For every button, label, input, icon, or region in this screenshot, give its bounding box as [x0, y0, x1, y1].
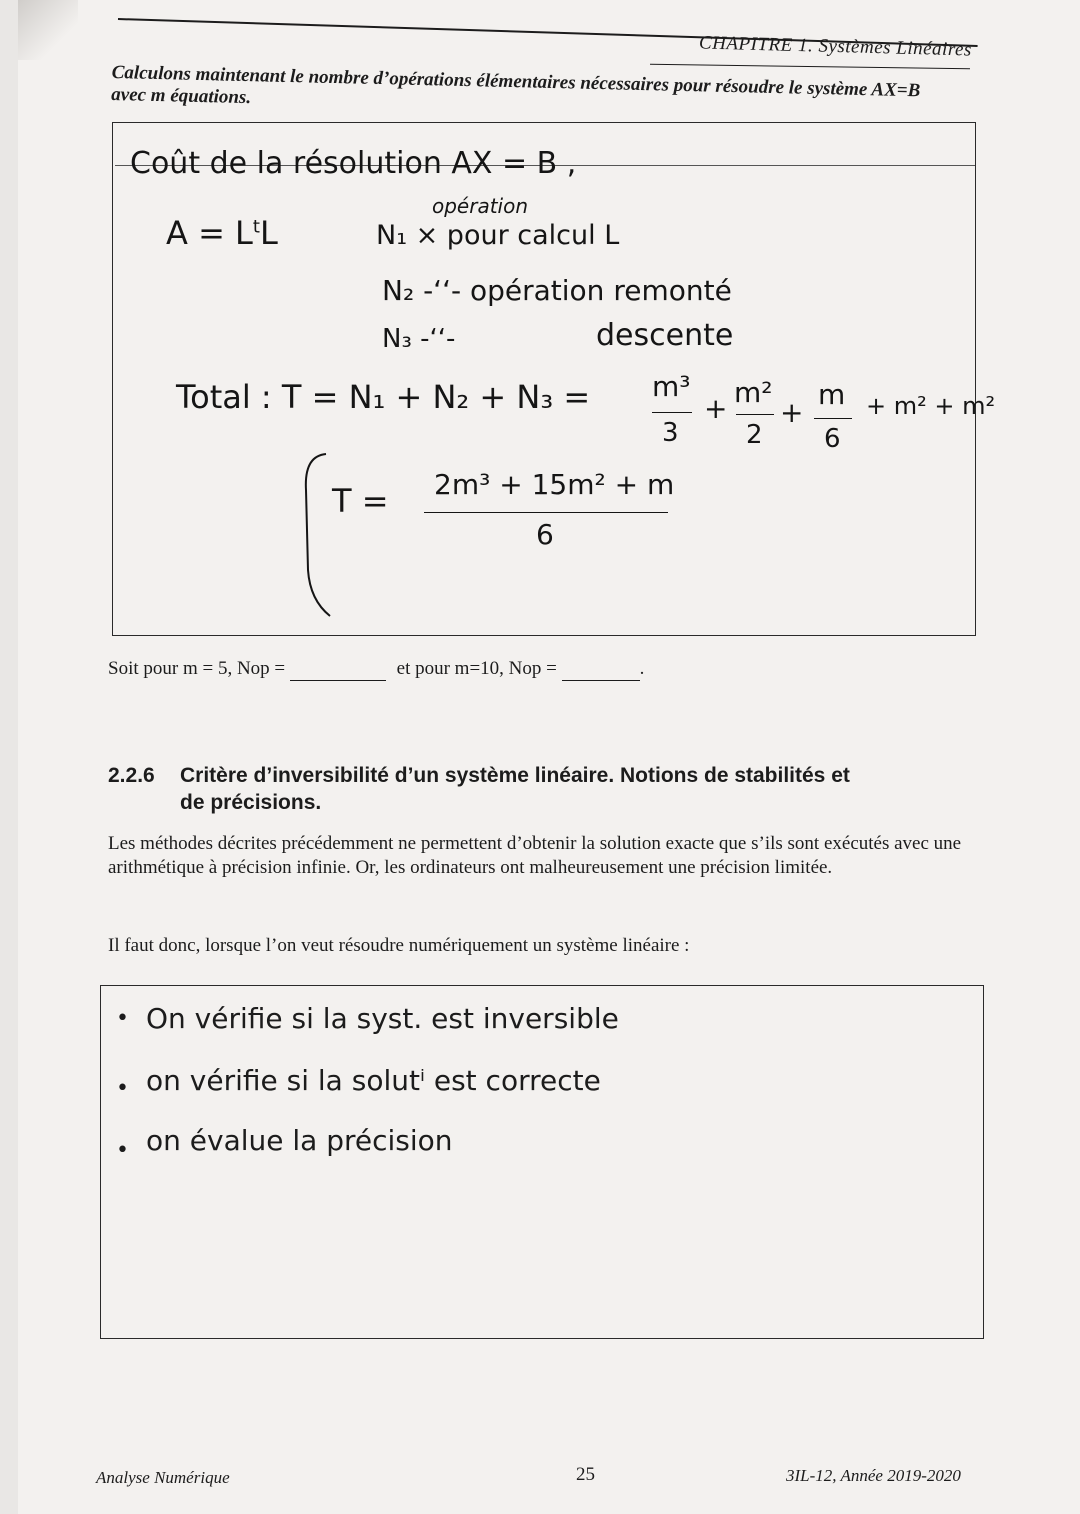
handwritten-bullet-3: on évalue la précision: [146, 1124, 453, 1157]
handwritten-l: L: [259, 214, 278, 252]
nop-prefix: Soit pour m = 5, Nop =: [108, 658, 286, 679]
handwritten-n2-line: N₂ -‘‘- opération remonté: [382, 274, 732, 307]
handwritten-line-cost: Coût de la résolution AX = B ,: [130, 146, 577, 181]
paragraph-instruction: Il faut donc, lorsque l’on veut résoudre numériquement un système linéaire :: [108, 935, 690, 956]
bullet-dot-2: •: [116, 1076, 129, 1101]
final-formula-bar: [424, 512, 668, 513]
paragraph-precision: Les méthodes décrites précédemment ne permettent d’obtenir la solution exacte que s’ils sont exécutés avec une arithmétique à précision infinie. Or, les ordinateurs ont malheureusement une précision limitée.: [108, 833, 962, 878]
plus-sign-1: +: [704, 392, 728, 425]
nop-m10-blank[interactable]: [562, 658, 640, 681]
answer-box-2: [100, 985, 984, 1339]
intro-text: Calculons maintenant le nombre d’opérations élémentaires nécessaires pour résoudre le système AX=B avec m équations.: [111, 62, 921, 109]
nop-middle: et pour m=10, Nop =: [396, 658, 557, 679]
handwritten-operation-note: opération: [432, 194, 529, 218]
handwritten-a-equals: [166, 214, 278, 252]
fraction-m2-num: m²: [734, 376, 773, 409]
fraction-m3-den: 3: [662, 418, 679, 448]
footer-course: Analyse Numérique: [96, 1468, 230, 1487]
handwritten-n1-line: N₁ × pour calcul L: [376, 220, 620, 251]
plus-sign-2: +: [780, 396, 804, 429]
bullet-dot-1: •: [116, 1006, 129, 1031]
handwritten-n3-label: N₃ -‘‘-: [382, 324, 456, 354]
page-corner-shadow: [18, 0, 78, 60]
final-formula-numerator: 2m³ + 15m² + m: [434, 468, 675, 501]
handwritten-a-lt: A = L: [166, 214, 253, 252]
handwritten-total: Total : T = N₁ + N₂ + N₃ =: [176, 378, 591, 416]
handwritten-bracket: [296, 450, 336, 620]
chapter-header: CHAPITRE 1. Systèmes Linéaires: [698, 32, 973, 61]
bullet-dot-3: •: [116, 1138, 129, 1163]
section-heading: [108, 762, 988, 816]
nop-m5-blank[interactable]: [290, 658, 386, 681]
fraction-m-den: 6: [824, 424, 841, 454]
fraction-m-bar: [814, 418, 852, 419]
section-number: 2.2.6: [108, 764, 155, 787]
handwritten-descente: descente: [596, 318, 734, 353]
handwritten-bullet-1: On vérifie si la syst. est inversible: [146, 1002, 619, 1035]
section-title-line1: Critère d’inversibilité d’un système linéaire. Notions de stabilités et: [180, 764, 850, 787]
footer-page-number: 25: [576, 1464, 595, 1485]
section-title-line2: de précisions.: [180, 791, 322, 814]
fraction-m2-bar: [736, 414, 774, 415]
handwritten-transpose: t: [252, 216, 260, 238]
nop-line: [108, 658, 644, 681]
fraction-m3-num: m³: [652, 370, 691, 403]
handwritten-bullet-2: on vérifie si la solutⁱ est correcte: [146, 1064, 601, 1097]
final-formula-denominator: 6: [536, 518, 554, 551]
fraction-m-num: m: [818, 378, 846, 411]
fraction-m3-bar: [652, 412, 692, 413]
nop-suffix: .: [639, 658, 645, 679]
handwritten-t-equals: T =: [332, 482, 389, 520]
handwritten-tail: + m² + m²: [866, 392, 996, 420]
footer-year: 3IL-12, Année 2019-2020: [786, 1466, 961, 1485]
fraction-m2-den: 2: [746, 420, 763, 450]
